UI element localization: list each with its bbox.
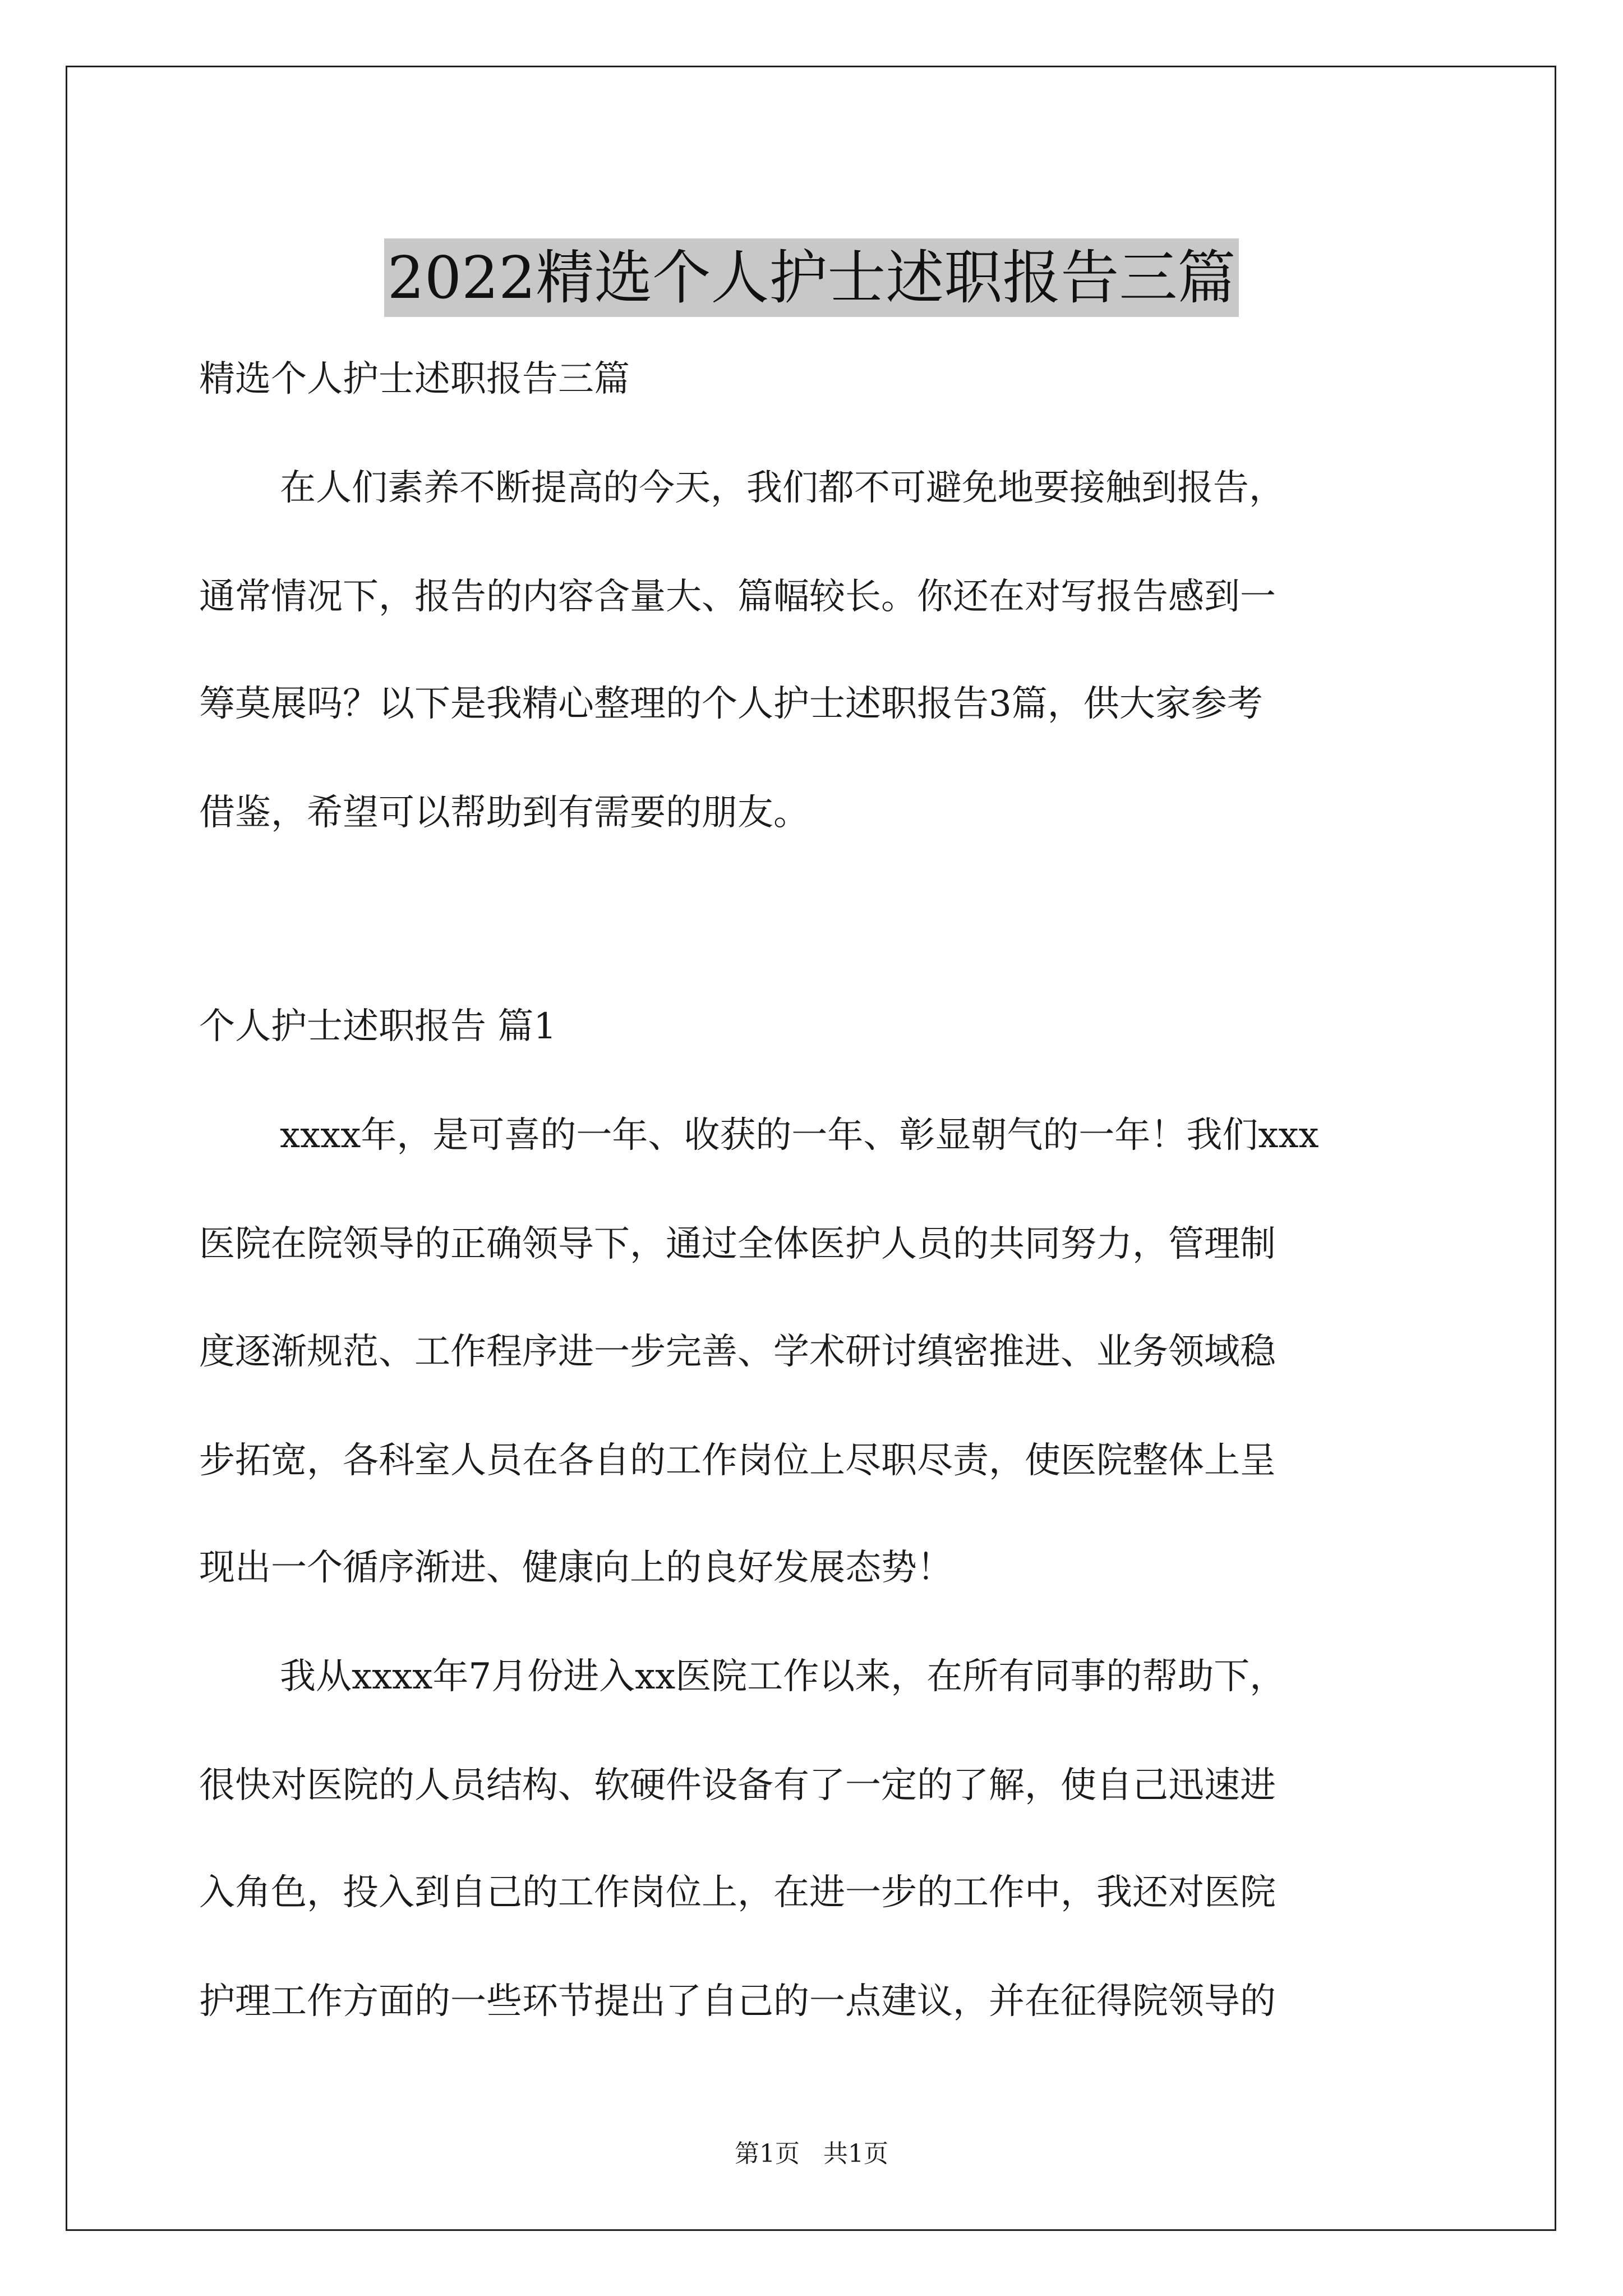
document-title: 2022精选个人护士述职报告三篇	[384, 238, 1239, 317]
paragraph-line: 我从xxxx年7月份进入xx医院工作以来，在所有同事的帮助下，	[280, 1656, 1286, 1697]
intro-line: 借鉴，希望可以帮助到有需要的朋友。	[199, 792, 809, 834]
paragraph-line: 步拓宽，各科室人员在各自的工作岗位上尽职尽责，使医院整体上呈	[199, 1440, 1276, 1481]
paragraph-line: 很快对医院的人员结构、软硬件设备有了一定的了解，使自己迅速进	[199, 1765, 1276, 1806]
paragraph-line: 度逐渐规范、工作程序进一步完善、学术研讨缜密推进、业务领域稳	[199, 1331, 1276, 1373]
paragraph-line: 医院在院领导的正确领导下，通过全体医护人员的共同努力，管理制	[199, 1223, 1276, 1265]
section-heading: 个人护士述职报告 篇1	[199, 1006, 557, 1047]
document-subtitle: 精选个人护士述职报告三篇	[199, 358, 630, 400]
paragraph-line: 现出一个循序渐进、健康向上的良好发展态势！	[199, 1547, 953, 1589]
title-container	[0, 199, 1623, 356]
paragraph-line: 入角色，投入到自己的工作岗位上，在进一步的工作中，我还对医院	[199, 1872, 1276, 1913]
paragraph-line: 护理工作方面的一些环节提出了自己的一点建议，并在征得院领导的	[199, 1981, 1276, 2022]
intro-line: 通常情况下，报告的内容含量大、篇幅较长。你还在对写报告感到一	[199, 576, 1276, 618]
intro-line: 筹莫展吗？以下是我精心整理的个人护士述职报告3篇，供大家参考	[199, 683, 1263, 725]
page-footer: 第1页 共1页	[735, 2139, 888, 2168]
paragraph-line: xxxx年，是可喜的一年、收获的一年、彰显朝气的一年！我们xxx	[280, 1115, 1319, 1156]
intro-line: 在人们素养不断提高的今天，我们都不可避免地要接触到报告，	[280, 467, 1285, 509]
